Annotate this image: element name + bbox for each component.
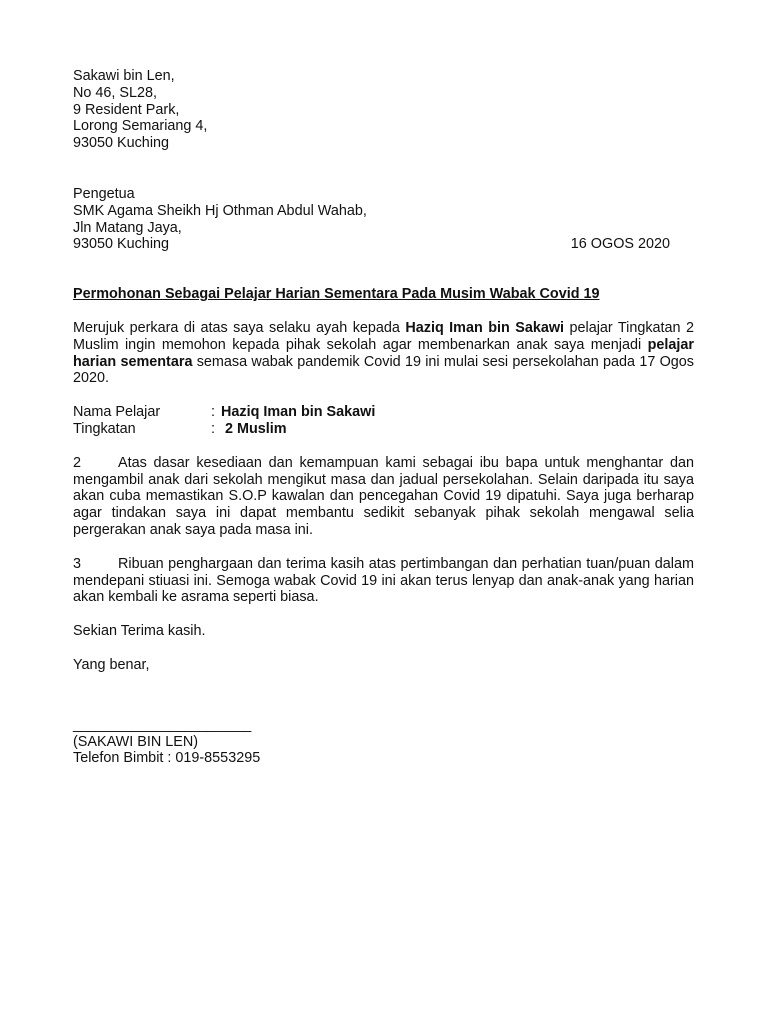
sender-address-line: Lorong Semariang 4, bbox=[73, 118, 208, 135]
para-text: semasa wabak pandemik Covid 19 ini mulai sesi persekolahan pada 17 Ogos 2020. bbox=[73, 353, 694, 387]
student-details bbox=[73, 404, 694, 438]
sender-name: Sakawi bin Len, bbox=[73, 68, 175, 84]
letter bbox=[73, 68, 694, 767]
closing-yours: Yang benar, bbox=[73, 656, 150, 673]
closing-thanks: Sekian Terima kasih. bbox=[73, 623, 206, 640]
signature-block bbox=[73, 717, 694, 767]
letter-date: 16 OGOS 2020 bbox=[570, 236, 670, 253]
paragraph-number: 2 bbox=[73, 454, 82, 471]
student-name-row bbox=[73, 404, 694, 421]
para-text: Atas dasar kesediaan dan kemampuan kami sebagai ibu bapa untuk menghantar dan mengambil anak dari sekolah mengikut masa dan jadual persekolahan. Selain daripada itu saya akan cuba memastikan S.O.P kawalan dan pencegahan Covid 19 dipatuhi. Saya juga berharap agar tindakan saya ini dapat membantu sedikit sebanyak pihak sekolah mengawal selia pergerakan anak saya pada masa ini. bbox=[73, 454, 694, 538]
recipient-title: Pengetua bbox=[73, 185, 135, 202]
sender-address bbox=[73, 68, 694, 152]
recipient-address bbox=[73, 186, 694, 253]
paragraph-intro bbox=[73, 320, 694, 387]
paragraph-2 bbox=[73, 455, 694, 539]
student-name-value: Haziq Iman bin Sakawi bbox=[221, 404, 376, 421]
signature-space bbox=[73, 674, 694, 717]
student-name-bold: Haziq Iman bin Sakawi bbox=[405, 319, 565, 336]
signatory-phone: Telefon Bimbit : 019-8553295 bbox=[73, 750, 261, 767]
sender-address-line: No 46, SL28, bbox=[73, 84, 158, 101]
student-form-value: 2 Muslim bbox=[225, 420, 287, 437]
recipient-city: 93050 Kuching bbox=[73, 236, 170, 253]
sender-address-line: 93050 Kuching bbox=[73, 135, 170, 152]
student-form-row bbox=[73, 421, 694, 438]
student-name-label: Nama Pelajar bbox=[73, 404, 161, 421]
para-text: Merujuk perkara di atas saya selaku ayah kepada bbox=[73, 319, 406, 336]
paragraph-3 bbox=[73, 556, 694, 606]
colon: : bbox=[211, 420, 215, 437]
para-text: pelajar Tingkatan 2 Muslim ingin memohon kepada pihak sekolah agar membenarkan anak saya menjadi bbox=[73, 319, 694, 353]
signatory-name: (SAKAWI BIN LEN) bbox=[73, 733, 199, 750]
student-form-label: Tingkatan bbox=[73, 420, 136, 437]
para-text: Ribuan penghargaan dan terima kasih atas pertimbangan dan perhatian tuan/puan dalam mendepani stiuasi ini. Semoga wabak Covid 19 ini akan terus lenyap dan anak-anak yang harian akan kembali ke asrama seperti biasa. bbox=[73, 555, 694, 606]
sender-address-line: 9 Resident Park, bbox=[73, 101, 180, 118]
recipient-city-date-row bbox=[73, 236, 670, 253]
signature-line: ________________________ bbox=[73, 716, 251, 733]
recipient-street: Jln Matang Jaya, bbox=[73, 219, 182, 236]
colon: : bbox=[211, 404, 215, 421]
request-bold: pelajar harian sementara bbox=[73, 336, 694, 370]
paragraph-number: 3 bbox=[73, 555, 82, 572]
letter-subject: Permohonan Sebagai Pelajar Harian Sementara Pada Musim Wabak Covid 19 bbox=[73, 286, 600, 303]
recipient-school: SMK Agama Sheikh Hj Othman Abdul Wahab, bbox=[73, 202, 367, 219]
